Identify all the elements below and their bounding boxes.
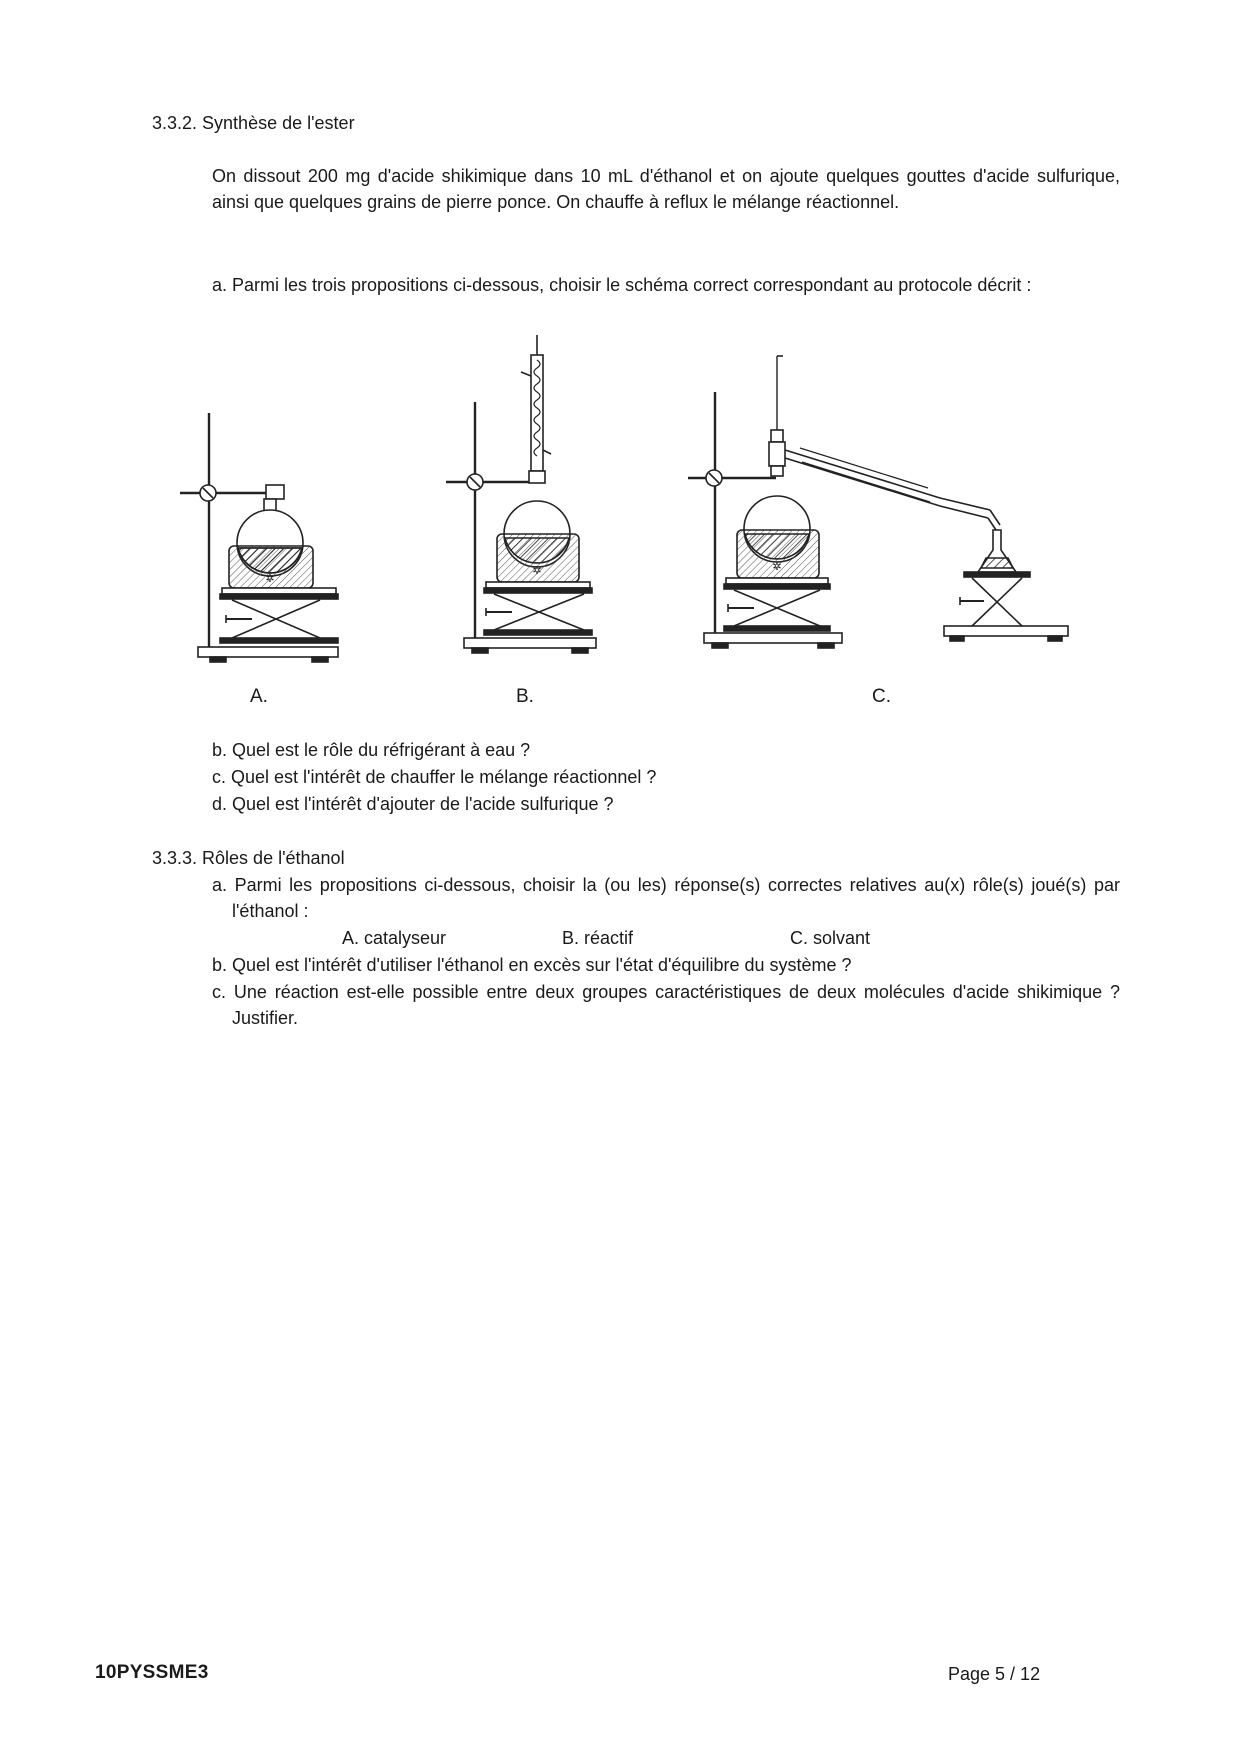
protocol-paragraph: On dissout 200 mg d'acide shikimique dans 10 mL d'éthanol et on ajoute quelques gouttes d'acide sulfurique, ainsi que quelques grains de pierre ponce. On chauffe à reflux le mélange réactionnel. xyxy=(212,166,1120,212)
figure-label-a: A. xyxy=(250,686,268,707)
figure-label-c: C. xyxy=(872,686,891,707)
svg-text:✲: ✲ xyxy=(772,560,782,573)
choice-catalyseur: A. catalyseur xyxy=(342,928,447,948)
footer-page-number: Page 5 / 12 xyxy=(948,1664,1041,1684)
question-332-c: c. Quel est l'intérêt de chauffer le mélange réactionnel ? xyxy=(212,767,657,787)
choice-solvant: C. solvant xyxy=(790,928,871,948)
question-332-a: a. Parmi les trois propositions ci-dessous, choisir le schéma correct correspondant au protocole décrit : xyxy=(212,275,1032,295)
svg-text:✲: ✲ xyxy=(265,572,275,585)
question-332-d: d. Quel est l'intérêt d'ajouter de l'acide sulfurique ? xyxy=(212,794,614,814)
question-333-c: c. Une réaction est-elle possible entre deux groupes caractéristiques de deux molécules d'acide shikimique ? Justifier. xyxy=(212,982,1120,1028)
choice-reactif: B. réactif xyxy=(562,928,634,948)
section-heading-3-3-2: 3.3.2. Synthèse de l'ester xyxy=(152,113,355,133)
question-333-b: b. Quel est l'intérêt d'utiliser l'éthanol en excès sur l'état d'équilibre du système ? xyxy=(212,955,852,975)
apparatus-figure xyxy=(0,0,1244,700)
question-333-a: a. Parmi les propositions ci-dessous, choisir la (ou les) réponse(s) correctes relatives au(x) rôle(s) joué(s) par l'éthanol : xyxy=(212,875,1120,921)
svg-text:✲: ✲ xyxy=(532,564,542,577)
setup-c-diagram xyxy=(688,356,1068,648)
setup-a-diagram xyxy=(180,413,338,662)
question-332-b: b. Quel est le rôle du réfrigérant à eau ? xyxy=(212,740,531,760)
setup-b-diagram xyxy=(446,335,596,653)
footer-exam-code: 10PYSSME3 xyxy=(95,1662,209,1683)
figure-label-b: B. xyxy=(516,686,534,707)
section-heading-3-3-3: 3.3.3. Rôles de l'éthanol xyxy=(152,848,345,868)
